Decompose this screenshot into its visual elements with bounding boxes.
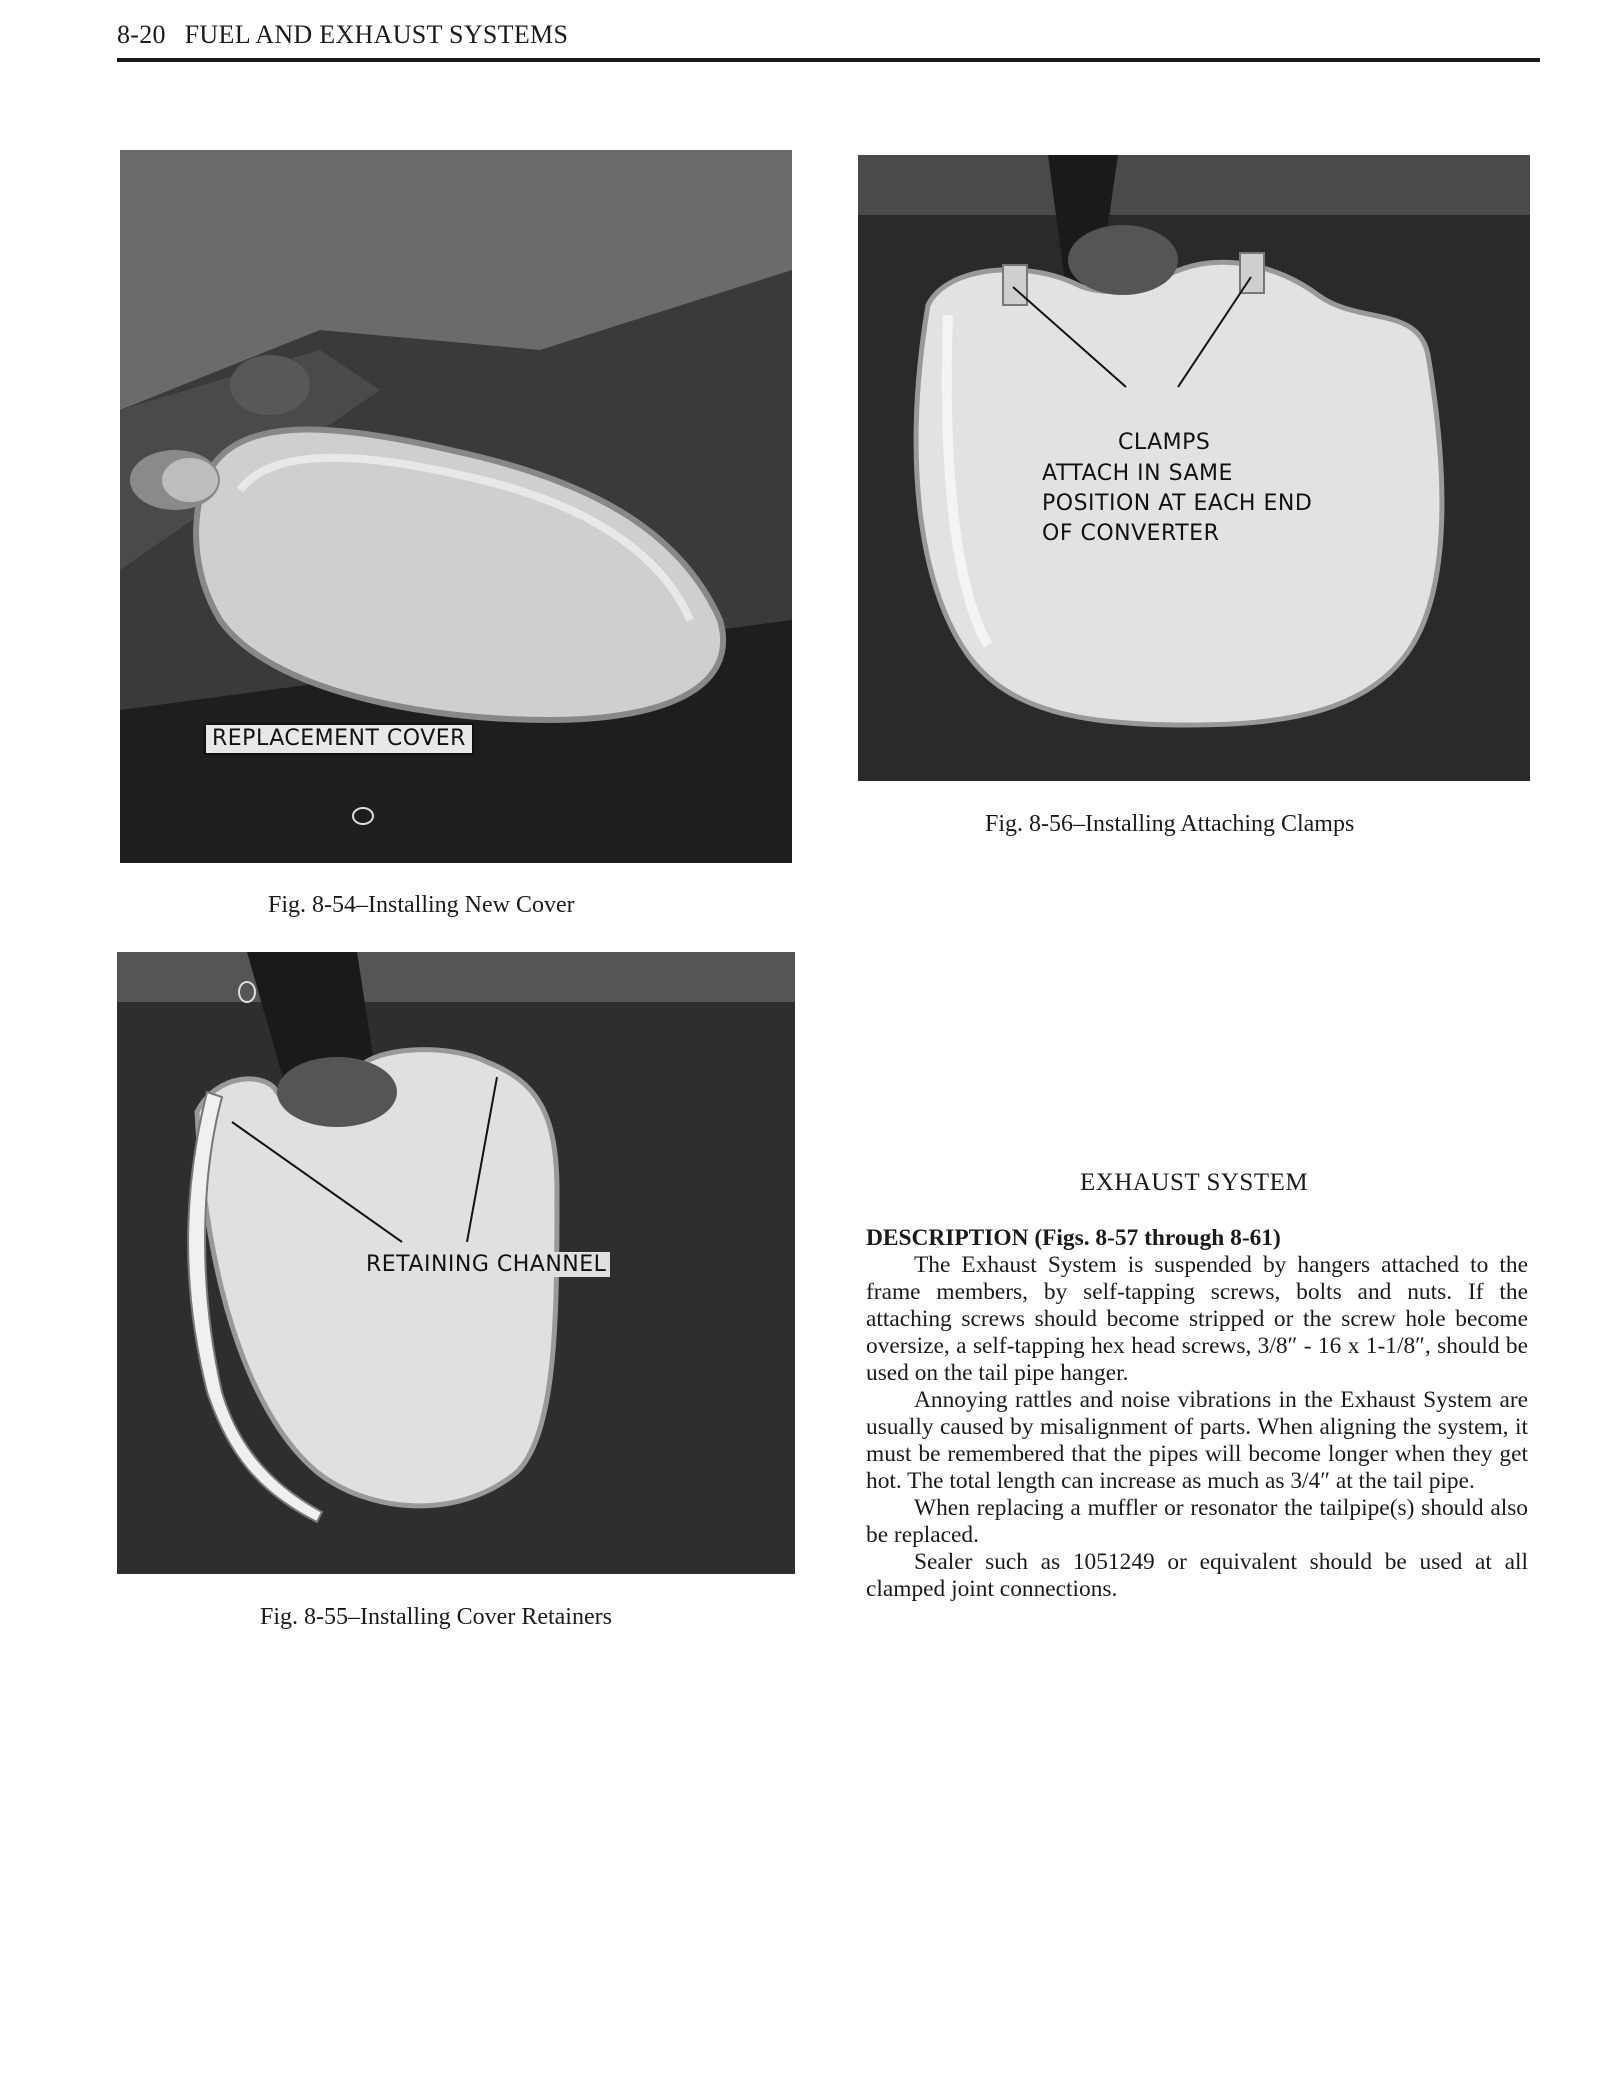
paragraph-1: The Exhaust System is suspended by hangers attached to the frame members, by self-tapping screws, bolts and nuts. If the attaching screws should become stripped or the screw hole become oversize, a self-tapping hex head screws, 3/8″ - 16 x 1-1/8″, should be used on the tail pipe hanger. xyxy=(866,1252,1528,1386)
clamps-note-line-3: OF CONVERTER xyxy=(1042,521,1220,546)
page-header xyxy=(117,20,568,50)
page-number: 8-20 xyxy=(117,20,166,49)
clamps-label: CLAMPS xyxy=(1118,430,1211,455)
figure-8-54-photo xyxy=(120,150,792,863)
clamps-note-line-1: ATTACH IN SAME xyxy=(1042,461,1233,486)
paragraph-3: When replacing a muffler or resonator the tailpipe(s) should also be replaced. xyxy=(866,1495,1528,1548)
section-title: EXHAUST SYSTEM xyxy=(1080,1169,1309,1196)
figure-8-55-caption: Fig. 8-55–Installing Cover Retainers xyxy=(260,1604,612,1630)
figure-8-56-photo xyxy=(858,155,1530,781)
section-header-title: FUEL AND EXHAUST SYSTEMS xyxy=(184,20,569,49)
header-rule xyxy=(117,58,1540,62)
paragraph-2: Annoying rattles and noise vibrations in the Exhaust System are usually caused by misalignment of parts. When aligning the system, it must be remembered that the pipes will become longer when they get hot. The total length can increase as much as 3/4″ at the tail pipe. xyxy=(866,1387,1528,1494)
figure-8-54-caption: Fig. 8-54–Installing New Cover xyxy=(268,892,575,918)
description-subhead: DESCRIPTION (Figs. 8-57 through 8-61) xyxy=(866,1225,1281,1251)
clamps-note-line-2: POSITION AT EACH END xyxy=(1042,491,1313,516)
replacement-cover-label: REPLACEMENT COVER xyxy=(204,723,474,755)
retaining-channel-label: RETAINING CHANNEL xyxy=(362,1252,610,1277)
figure-8-56-caption: Fig. 8-56–Installing Attaching Clamps xyxy=(985,811,1355,837)
section-body xyxy=(866,1225,1528,1603)
paragraph-4: Sealer such as 1051249 or equivalent should be used at all clamped joint connections. xyxy=(866,1549,1528,1602)
figure-8-55-photo xyxy=(117,952,795,1574)
